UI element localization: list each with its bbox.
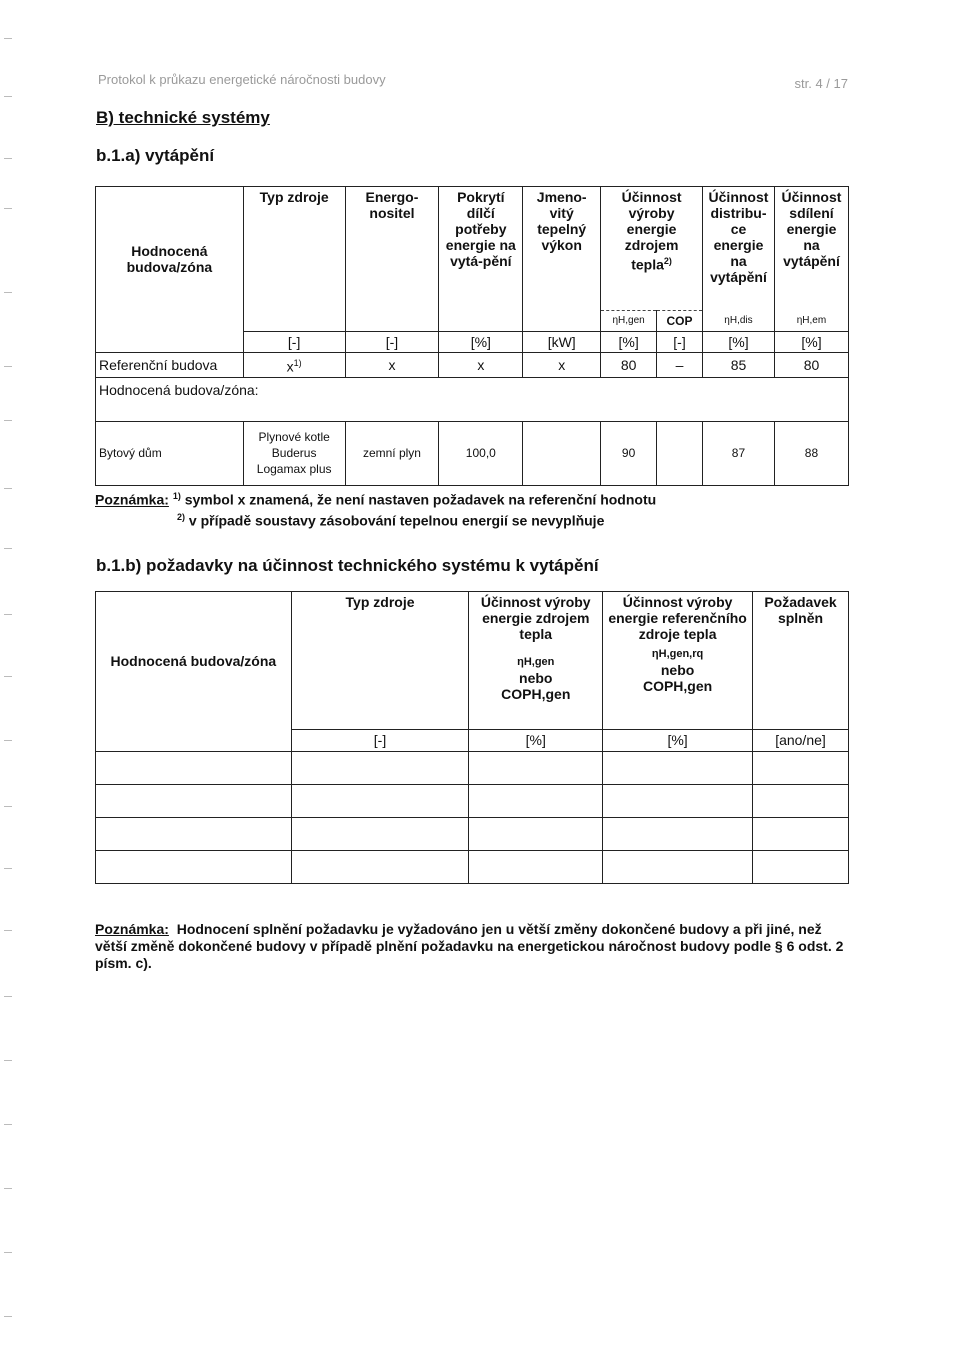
t2-header-met: Požadavek splněn: [753, 592, 849, 730]
table1-reference-row: [96, 353, 849, 378]
row-dis: 87: [703, 421, 775, 485]
note2-text: Hodnocení splnění požadavku je vyžadováno jen u větší změny dokončené budovy a při jiné, než větší změně dokončené budovy v případě plnění požadavku na energetickou náročnost budovy podle § 6 odst. 2 písm. c).: [95, 921, 844, 971]
reference-dis: 85: [703, 353, 775, 378]
page-number: str. 4 / 17: [794, 76, 848, 91]
header-em: Účinnost sdílení energie na vytápění: [774, 187, 848, 311]
row-source: Plynové kotle Buderus Logamax plus: [243, 421, 345, 485]
t2-unit-ref: [%]: [603, 730, 753, 752]
efficiency-requirements-table: [95, 591, 849, 884]
note2-label: Poznámka:: [95, 921, 169, 937]
unit-carrier: [-]: [345, 332, 439, 353]
note1: Poznámka: $^{1)}$ symbol x znamená, že není nastaven požadavek na referenční hodnotu $^{2)}$ v případě soustavy zásobování tepelnou energií se nevyplňuje: [95, 491, 657, 529]
header-carrier: Energo-nositel: [345, 187, 439, 311]
reference-label: Referenční budova: [96, 353, 244, 378]
reference-coverage: x: [439, 353, 523, 378]
note1-label: Poznámka:: [95, 491, 169, 508]
binding-edge: [0, 0, 18, 1358]
reference-gen: 80: [601, 353, 657, 378]
row-nominal: [523, 421, 601, 485]
reference-source: $x^{1)}$: [243, 353, 345, 378]
reference-cop: –: [657, 353, 703, 378]
t2-unit-source: [-]: [291, 730, 469, 752]
note2: [95, 921, 849, 972]
table1-units-row: [96, 332, 849, 353]
table1-data-row: [96, 421, 849, 485]
page-header-title: Protokol k průkazu energetické náročnosti budovy: [98, 72, 386, 87]
row-cop: [657, 421, 703, 485]
table1-zone-label-row: [96, 377, 849, 403]
table-row: [96, 851, 849, 884]
section-b1b-title: b.1.b) požadavky na účinnost technického systému k vytápění: [96, 556, 599, 575]
table1-header-row: [96, 187, 849, 311]
t2-header-source: Typ zdroje: [291, 592, 469, 730]
symbol-eta-dis: ηH,dis: [703, 311, 775, 332]
t2-unit-gen: [%]: [469, 730, 603, 752]
header-gen: Účinnost výroby energie zdrojem tepla$^{2)}$: [601, 187, 703, 311]
row-carrier: zemní plyn: [345, 421, 439, 485]
table2-units-row: [96, 730, 849, 752]
zone-label: Hodnocená budova/zóna:: [96, 377, 849, 403]
header-source: Typ zdroje: [243, 187, 345, 311]
header-nominal: Jmeno-vitý tepelný výkon: [523, 187, 601, 311]
note1-line2: v případě soustavy zásobování tepelnou energií se nevyplňuje: [188, 512, 605, 529]
reference-carrier: x: [345, 353, 439, 378]
unit-gen: [%]: [601, 332, 657, 353]
reference-em: 80: [774, 353, 848, 378]
table1-spacer-row: [96, 403, 849, 421]
unit-nominal: [kW]: [523, 332, 601, 353]
unit-dis: [%]: [703, 332, 775, 353]
unit-em: [%]: [774, 332, 848, 353]
header-zone: Hodnocená budova/zóna: [96, 187, 244, 332]
row-zone: Bytový dům: [96, 421, 244, 485]
t2-header-zone: Hodnocená budova/zóna: [96, 592, 292, 730]
symbol-cop: COP: [657, 311, 703, 332]
row-em: 88: [774, 421, 848, 485]
table-row: [96, 785, 849, 818]
heating-systems-table: [95, 186, 849, 486]
symbol-eta-em: ηH,em: [774, 311, 848, 332]
row-gen: 90: [601, 421, 657, 485]
t2-header-gen: Účinnost výroby energie zdrojem tepla ηH,gen nebo COPH,gen: [469, 592, 603, 730]
note1-line1: symbol x znamená, že není nastaven požadavek na referenční hodnotu: [184, 491, 657, 508]
unit-cop: [-]: [657, 332, 703, 353]
t2-unit-met: [ano/ne]: [753, 730, 849, 752]
unit-source: [-]: [243, 332, 345, 353]
header-coverage: Pokrytí dílčí potřeby energie na vytá-pění: [439, 187, 523, 311]
section-b1a-title: b.1.a) vytápění: [96, 146, 215, 165]
table-row: [96, 752, 849, 785]
row-coverage: 100,0: [439, 421, 523, 485]
unit-coverage: [%]: [439, 332, 523, 353]
reference-nominal: x: [523, 353, 601, 378]
section-b-title: B) technické systémy: [96, 108, 270, 127]
symbol-eta-gen: ηH,gen: [601, 311, 657, 332]
table2-header-row: [96, 592, 849, 730]
header-dis: Účinnost distribu-ce energie na vytápění: [703, 187, 775, 311]
t2-header-ref: Účinnost výroby energie referenčního zdroje tepla ηH,gen,rq nebo COPH,gen: [603, 592, 753, 730]
table-row: [96, 818, 849, 851]
